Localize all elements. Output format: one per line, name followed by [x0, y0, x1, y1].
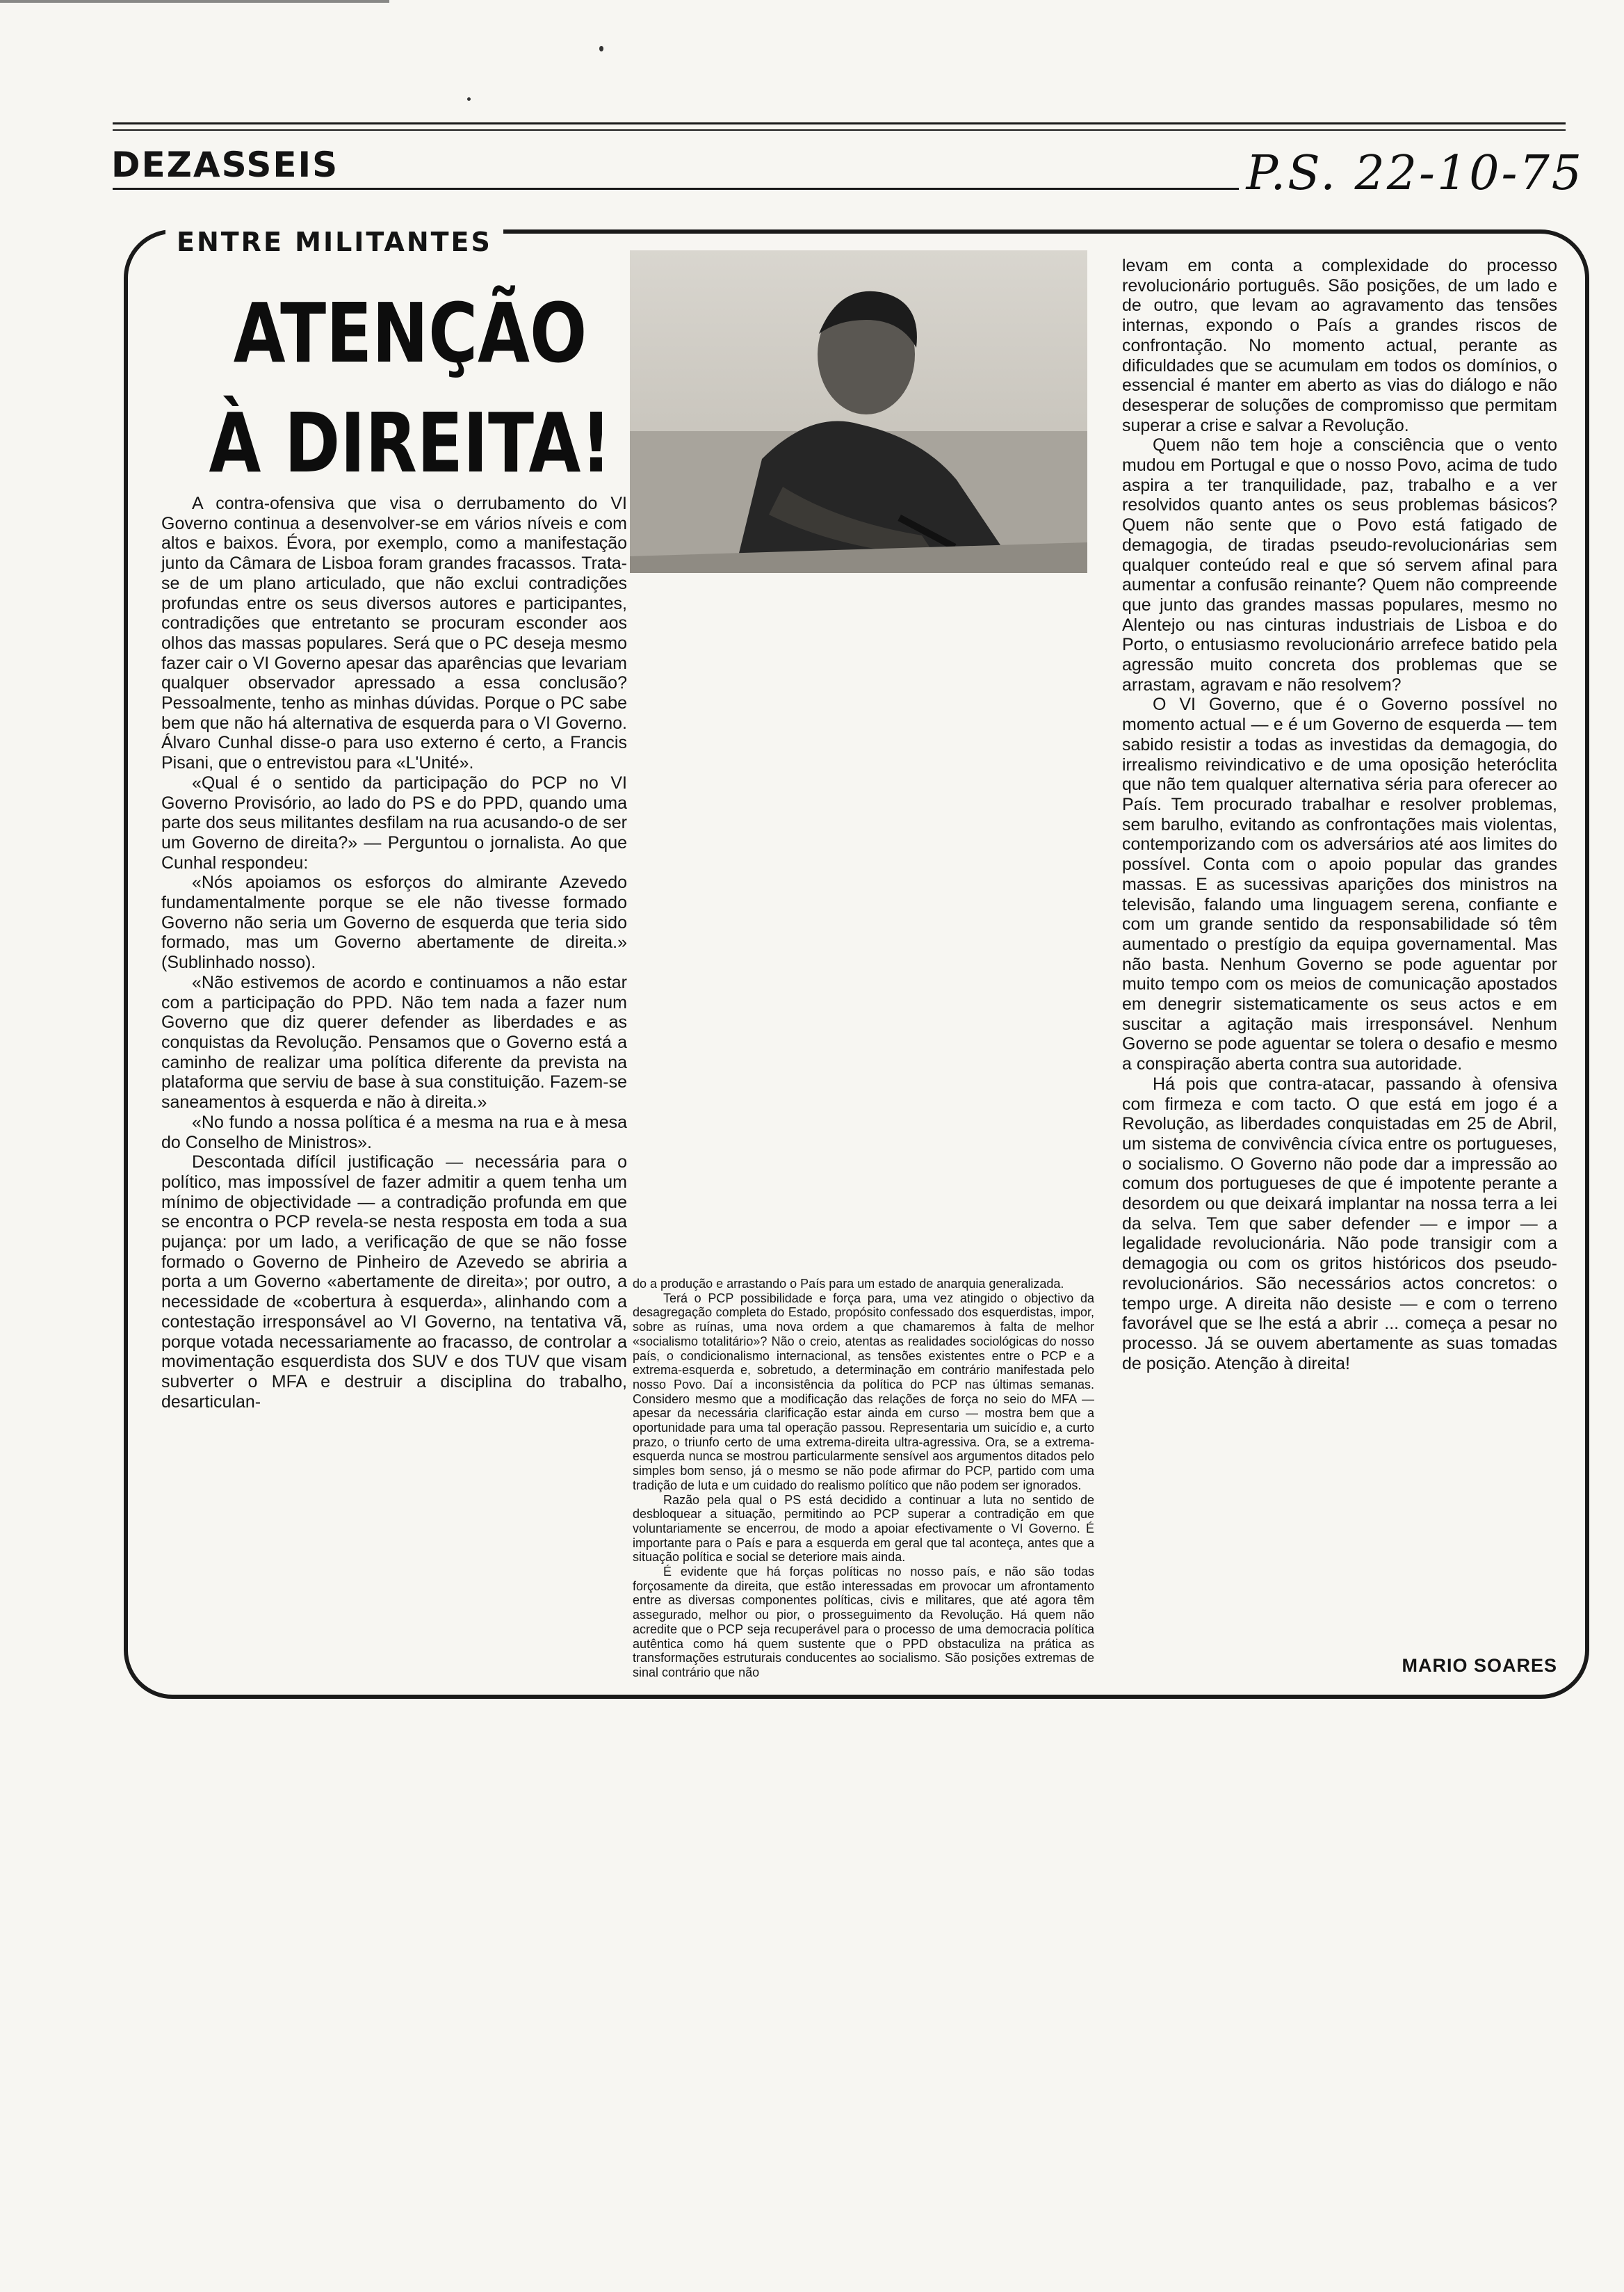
article-column-2	[633, 1277, 1094, 1683]
paragraph: Há pois que contra-atacar, passando à ofensiva com firmeza e com tacto. O que está em jogo é a Revolução, as liberdades conquistadas em 25 de Abril, um sistema de convivência cívica entre os portugueses, o socialismo. O Governo não pode dar a impressão ao comum dos portugueses de que é impotente perante a desordem ou que deixará implantar na nossa terra a lei da selva. Tem que saber defender — e impor — a legalidade revolucionária. Não pode transigir com a demagogia ou com os gritos históricos dos pseudo-revolucionários. São necessários actos concretos: o tempo urge. A direita não desiste — e com o terreno favorável que se lhe está a abrir ... começa a pesar no processo. Já se ouvem abertamente as suas tomadas de posição. Atenção à direita!	[1122, 1074, 1557, 1373]
header-top-rule	[113, 122, 1566, 124]
author-photo-illustration	[630, 250, 1087, 573]
scan-speck	[467, 97, 471, 101]
paragraph: O VI Governo, que é o Governo possível no momento actual — e é um Governo de esquerda — tem sabido resistir a todas as investidas da demagogia, do irrealismo reivindicativo e de uma oposição heteróclita que não tem qualquer alternativa séria para oferecer ao País. Tem procurado trabalhar e resolver problemas, sem barulho, evitando as confrontações mais violentas, contemporizando com os adversários até aos limites do possível. Conta com o apoio popular das grandes massas. E as sucessivas aparições dos ministros na televisão, falando uma linguagem serena, confiante e com um grande sentido da responsabilidade só têm aumentado o prestígio da equipa governamental. Mas não basta. Nenhum Governo se pode aguentar por muito tempo com os meios de comunicação apostados em denegrir sistematicamente os seus actos e em suscitar a agitação mais irresponsável. Nenhum Governo se pode aguentar se tolera o desafio e mesmo a conspiração aberta contra sua autoridade.	[1122, 695, 1557, 1074]
paragraph: «No fundo a nossa política é a mesma na rua e à mesa do Conselho de Ministros».	[161, 1112, 627, 1152]
paragraph: «Qual é o sentido da participação do PCP no VI Governo Provisório, ao lado do PS e do PPD, quando uma parte dos seus militantes desfilam na rua acusando-o de ser um Governo de direita?» — Perguntou o jornalista. Ao que Cunhal respondeu:	[161, 773, 627, 873]
headline-line-2: À DIREITA!	[209, 395, 612, 491]
paragraph: A contra-ofensiva que visa o derrubamento do VI Governo continua a desenvolver-se em vários níveis e com altos e baixos. Évora, por exemplo, como a manifestação junto da Câmara de Lisboa foram grandes fracassos. Trata-se de um plano articulado, que não exclui contradições profundas entre os seus diversos autores e participantes, contradições que entretanto se procuram esconder aos olhos das massas populares. Será que o PC deseja mesmo fazer cair o VI Governo apesar das aparências que levariam qualquer observador apressado a essa conclusão? Pessoalmente, tenho as minhas dúvidas. Porque o PC sabe bem que não há alternativa de esquerda para o VI Governo. Álvaro Cunhal disse-o para uso externo é certo, a Francis Pisani, que o entrevistou para «L'Unité».	[161, 494, 627, 773]
paragraph: Razão pela qual o PS está decidido a continuar a luta no sentido de desbloquear a situação, permitindo ao PCP superar a contradição em que voluntariamente se encerrou, de modo a apoiar efectivamente o VI Governo. É importante para o País e para a esquerda em geral que tal aconteça, antes que a situação política e social se deteriore mais ainda.	[633, 1492, 1094, 1565]
header-top-rule-2	[113, 129, 1566, 131]
paragraph: «Não estivemos de acordo e continuamos a não estar com a participação do PPD. Não tem nada a fazer num Governo que diz querer defender as liberdades e as conquistas da Revolução. Pensamos que o Governo está a caminho de realizar uma política diferente da prevista na plataforma que serviu de base à sua constituição. Fazem-se saneamentos à esquerda e não à direita.»	[161, 972, 627, 1113]
section-title: DEZASSEIS	[111, 145, 339, 185]
article-kicker: ENTRE MILITANTES	[165, 227, 503, 257]
scan-speck	[599, 46, 603, 51]
paragraph: Descontada difícil justificação — necessária para o político, mas impossível de fazer admitir a quem tenha um mínimo de objectividade — a contradição profunda em que se encontra o PCP revela-se nesta resposta em toda a sua pujança: por um lado, a verificação de que se não fosse formado o Governo de Pinheiro de Azevedo se abriria a porta a um Governo «abertamente de direita»; por outro, a necessidade de «cobertura à esquerda», alinhando com a contestação irresponsável ao VI Governo, na tentativa vã, porque votada necessariamente ao fracasso, de controlar a movimentação esquerdista dos SUV e dos TUV que visam subverter o MFA e destruir a disciplina do trabalho, desarticulan-	[161, 1152, 627, 1412]
article-byline: MARIO SOARES	[1402, 1655, 1557, 1676]
header-bottom-rule	[113, 188, 1239, 190]
paragraph: do a produção e arrastando o País para um estado de anarquia generalizada.	[633, 1277, 1064, 1291]
article-headline	[205, 278, 615, 498]
headline-line-1: ATENÇÃO	[233, 285, 587, 381]
author-photo	[630, 250, 1087, 573]
handwritten-date: P.S. 22-10-75	[1246, 146, 1584, 201]
article-column-1	[161, 494, 627, 1683]
paragraph: «Nós apoiamos os esforços do almirante Azevedo fundamentalmente porque se ele não tivesse formado Governo não seria um Governo de esquerda que teria sido formado, mas um Governo abertamente de direita.» (Sublinhado nosso).	[161, 873, 627, 973]
paragraph: Quem não tem hoje a consciência que o vento mudou em Portugal e que o nosso Povo, acima de tudo aspira a ter tranquilidade, paz, trabalho e a ver resolvidos quanto antes os seus problemas básicos? Quem não sente que o Povo está fatigado de demagogia, de tiradas pseudo-revolucionárias sem qualquer conteúdo real e que só servem afinal para aumentar a confusão reinante? Quem não compreende que junto das grandes massas populares, mesmo no Alentejo ou nas cinturas industriais de Lisboa e do Porto, o entusiasmo revolucionário arrefece batido pela agressão muito concreta dos problemas que se arrastam, agravam e não resolvem?	[1122, 435, 1557, 695]
paragraph: Terá o PCP possibilidade e força para, uma vez atingido o objectivo da desagregação completa do Estado, propósito confessado dos esquerdistas, impor, sobre as ruínas, uma nova ordem a que chamaremos à falta de melhor «socialismo totalitário»? Não o creio, atentas as realidades sociológicas do nosso país, o condicionalismo internacional, as tensões existentes entre o PCP e a extrema-esquerda e, sobretudo, a determinação em contrário manifestada pelo nosso Povo. Daí a inconsistência da política do PCP nas últimas semanas. Considero mesmo que a modificação das relações de força no seio do MFA — apesar da necessária clarificação estar ainda em curso — mostra bem que a oportunidade para uma tal operação passou. Representaria um suicídio e, a curto prazo, o triunfo certo de uma extrema-direita ultra-agressiva. Ora, se a extrema-esquerda nunca se mostrou particularmente sensível aos argumentos ditados pelo simples bom senso, já o mesmo se não pode afirmar do PCP, partido com uma tradição de luta e um cuidado do realismo político que não podem ser ignorados.	[633, 1291, 1094, 1492]
paragraph: levam em conta a complexidade do processo revolucionário português. São posições, de um lado e de outro, que levam ao agravamento das tensões internas, expondo o País a grandes riscos de confrontação. No momento actual, perante as dificuldades que se acumulam em todos os domínios, o essencial é manter em aberto as vias do diálogo e não desesperar de soluções de compromisso que permitam superar a crise e salvar a Revolução.	[1122, 256, 1557, 435]
article-column-3	[1122, 256, 1557, 1661]
scan-edge-mark	[0, 0, 389, 3]
paragraph: É evidente que há forças políticas no nosso país, e não são todas forçosamente da direita, que estão interessadas em provocar um afrontamento entre as diversas componentes políticas, civis e militares, que até agora têm assegurado, melhor ou pior, o prosseguimento da Revolução. Há quem não acredite que o PCP seja recuperável para o processo de uma democracia política autêntica como há quem sustente que o PPD obstaculiza na prática as transformações estruturais conducentes ao socialismo. São posições extremas de sinal contrário que não	[633, 1565, 1094, 1679]
